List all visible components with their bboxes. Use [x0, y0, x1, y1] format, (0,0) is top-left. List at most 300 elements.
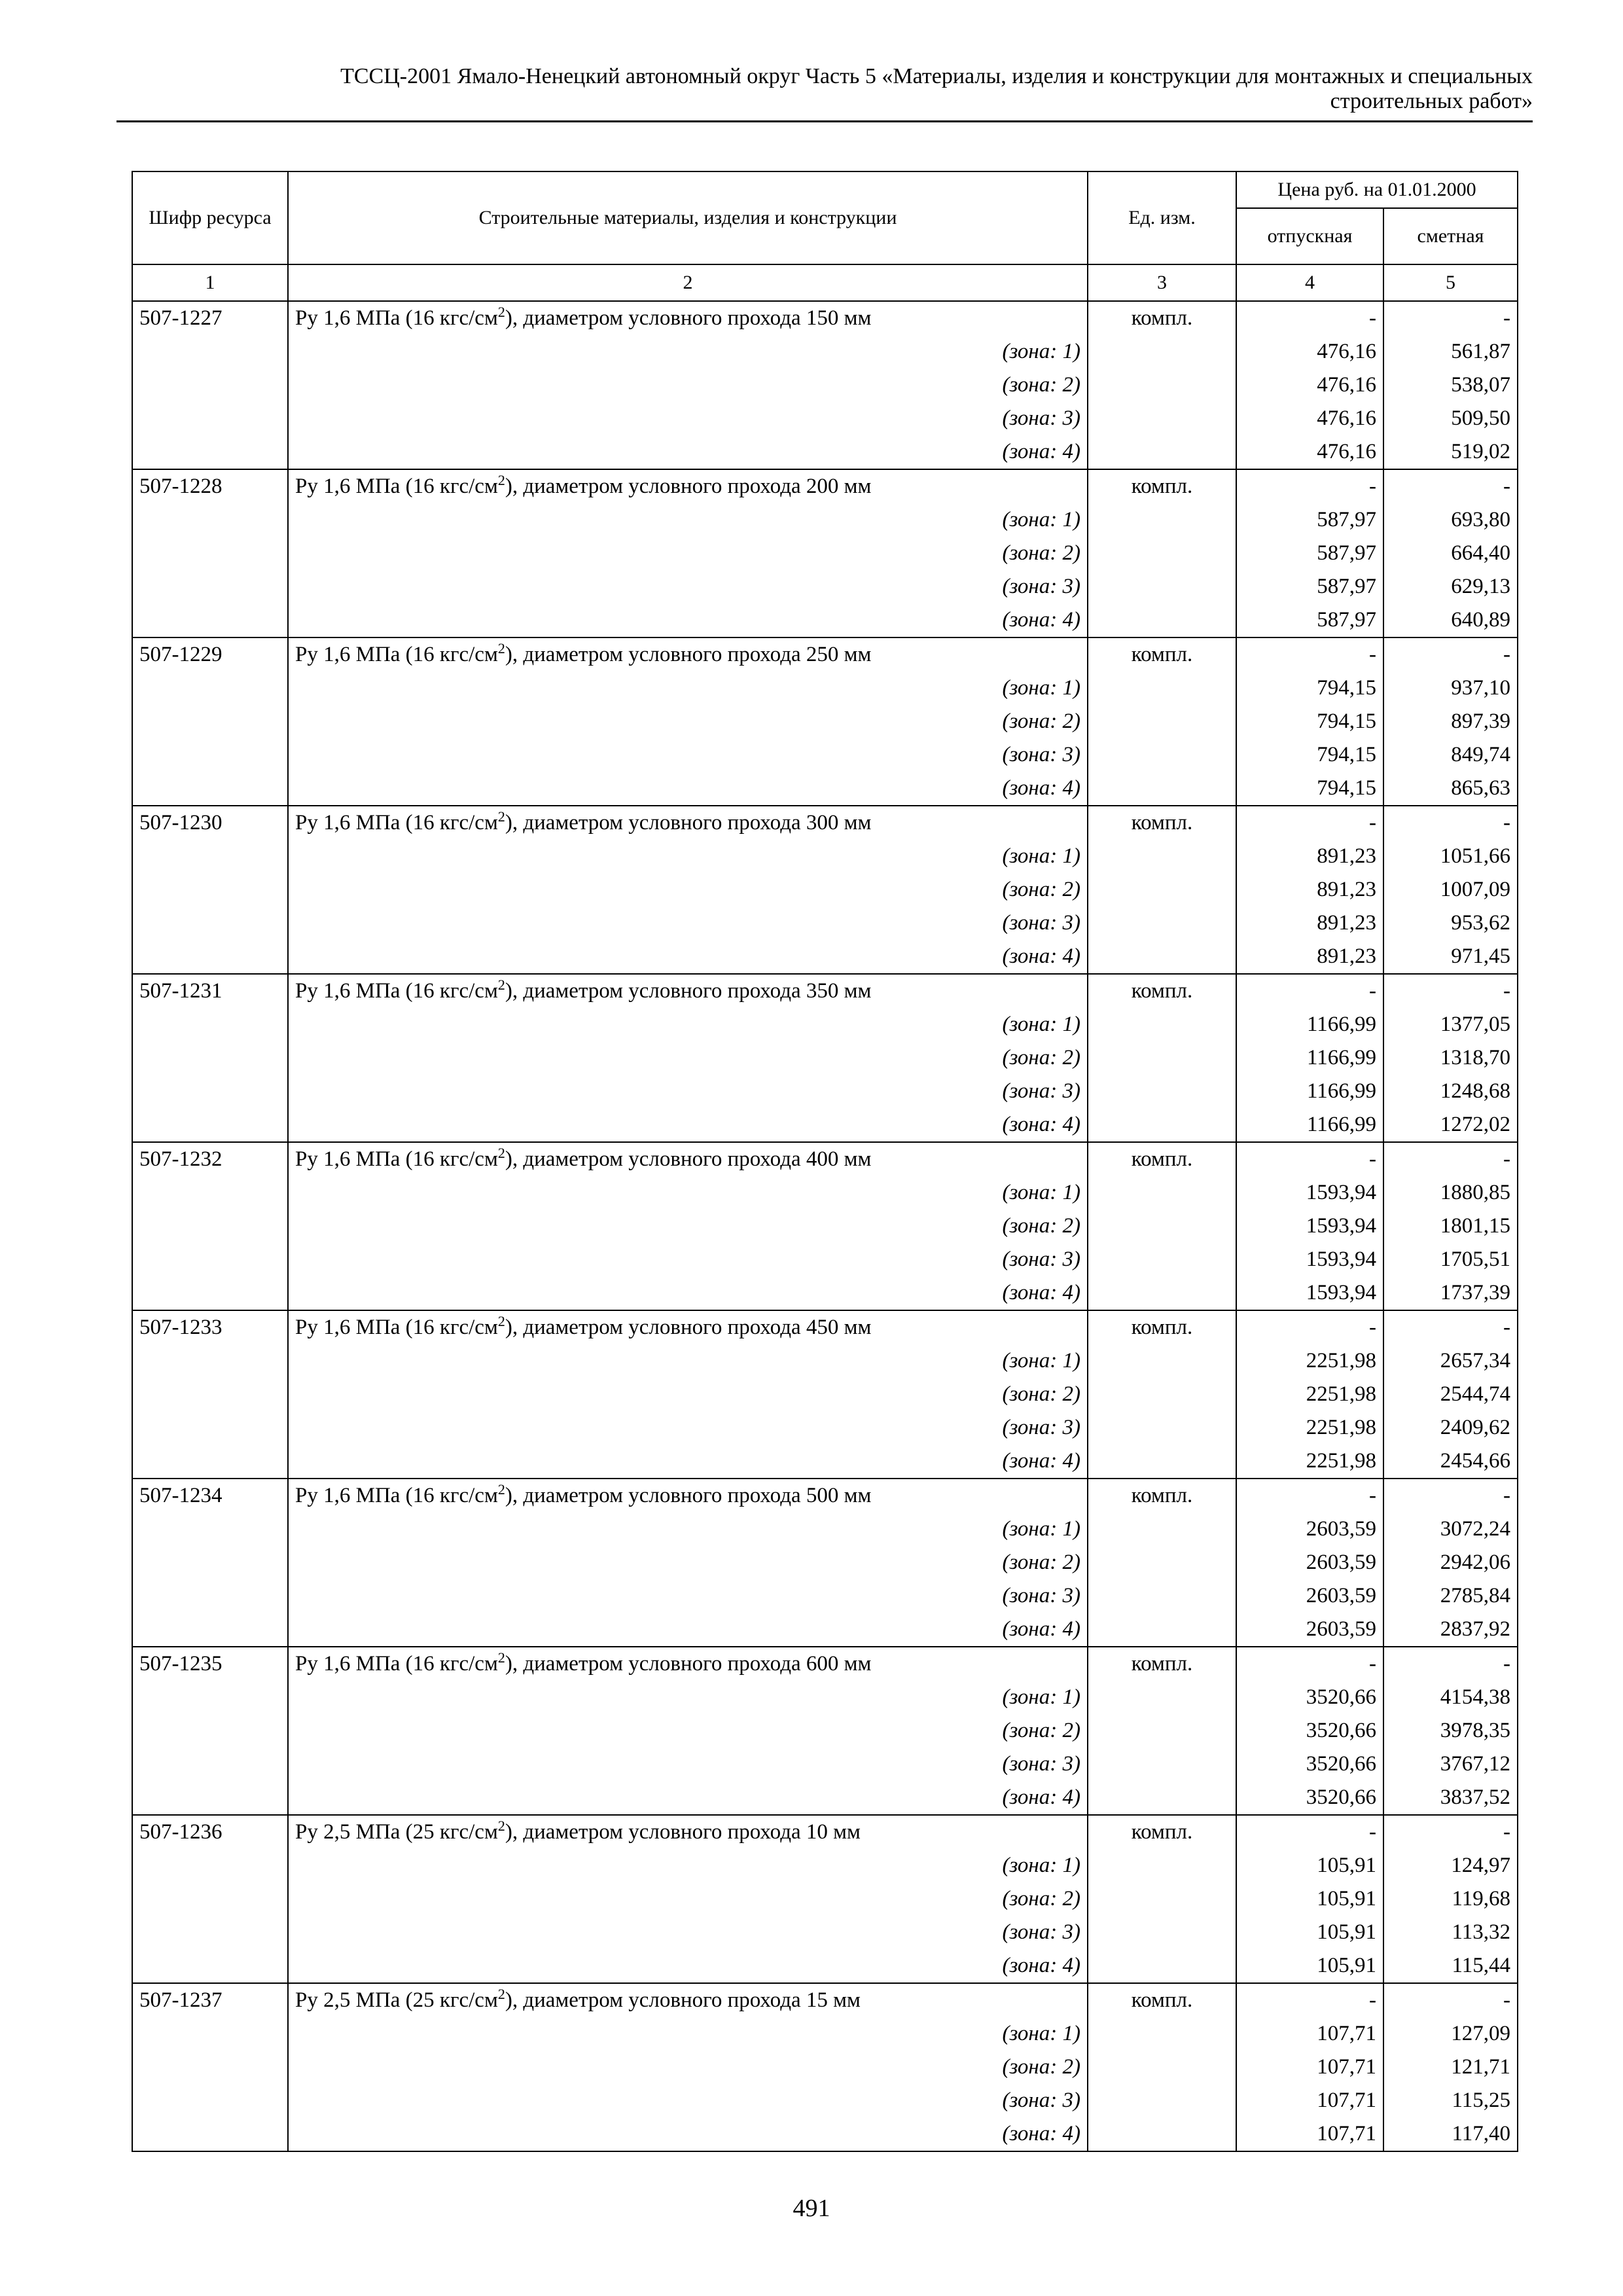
- zone-row: [132, 1546, 1518, 1579]
- release-price-cell: 3520,66: [1236, 1781, 1383, 1815]
- description-text: ), диаметром условного прохода 350 мм: [505, 979, 872, 1003]
- release-price-cell: -: [1236, 1310, 1383, 1344]
- item-description: [288, 974, 1088, 1008]
- release-price-cell: 107,71: [1236, 2117, 1383, 2151]
- zone-row: [132, 1748, 1518, 1781]
- zone-row: [132, 772, 1518, 806]
- zone-label: (зона: 1): [288, 1681, 1088, 1714]
- release-price-cell: 107,71: [1236, 2017, 1383, 2051]
- zone-row: [132, 2117, 1518, 2151]
- estimate-price-cell: 2454,66: [1383, 1444, 1518, 1479]
- zone-label: (зона: 4): [288, 603, 1088, 637]
- estimate-price-cell: 3978,35: [1383, 1714, 1518, 1748]
- release-price-cell: 1593,94: [1236, 1276, 1383, 1310]
- empty-cell: [132, 672, 288, 705]
- empty-cell: [132, 1781, 288, 1815]
- header-release-price: отпускная: [1236, 208, 1383, 264]
- estimate-price-cell: -: [1383, 469, 1518, 503]
- release-price-cell: 105,91: [1236, 1949, 1383, 1983]
- estimate-price-cell: 937,10: [1383, 672, 1518, 705]
- estimate-price-cell: -: [1383, 1647, 1518, 1681]
- description-text: Ру 1,6 МПа (16 кгс/см: [295, 475, 498, 498]
- page-number: 491: [793, 2195, 830, 2222]
- description-text: ), диаметром условного прохода 200 мм: [505, 475, 872, 498]
- description-text: Ру 1,6 МПа (16 кгс/см: [295, 643, 498, 666]
- estimate-price-cell: 849,74: [1383, 738, 1518, 772]
- estimate-price-cell: 2544,74: [1383, 1378, 1518, 1411]
- zone-row: [132, 705, 1518, 738]
- zone-label: (зона: 1): [288, 1008, 1088, 1041]
- estimate-price-cell: -: [1383, 637, 1518, 672]
- zone-row: [132, 1444, 1518, 1479]
- empty-cell: [132, 1714, 288, 1748]
- superscript: 2: [497, 304, 505, 320]
- zone-row: [132, 435, 1518, 469]
- zone-label: (зона: 4): [288, 1108, 1088, 1142]
- item-description: [288, 806, 1088, 840]
- zone-label: (зона: 4): [288, 772, 1088, 806]
- estimate-price-cell: 865,63: [1383, 772, 1518, 806]
- release-price-cell: -: [1236, 301, 1383, 335]
- zone-row: [132, 1411, 1518, 1444]
- estimate-price-cell: 897,39: [1383, 705, 1518, 738]
- price-table: [132, 171, 1518, 2152]
- empty-cell: [1088, 1613, 1236, 1647]
- zone-label: (зона: 2): [288, 1546, 1088, 1579]
- estimate-price-cell: -: [1383, 1310, 1518, 1344]
- empty-cell: [132, 1344, 288, 1378]
- superscript: 2: [497, 1481, 505, 1498]
- empty-cell: [132, 2084, 288, 2117]
- empty-cell: [1088, 570, 1236, 603]
- empty-cell: [1088, 368, 1236, 402]
- description-text: ), диаметром условного прохода 15 мм: [505, 1988, 861, 2012]
- release-price-cell: 476,16: [1236, 402, 1383, 435]
- estimate-price-cell: 1248,68: [1383, 1075, 1518, 1108]
- empty-cell: [132, 1613, 288, 1647]
- empty-cell: [1088, 503, 1236, 537]
- zone-row: [132, 1210, 1518, 1243]
- empty-cell: [1088, 335, 1236, 368]
- zone-row: [132, 1949, 1518, 1983]
- description-text: Ру 1,6 МПа (16 кгс/см: [295, 979, 498, 1003]
- column-number: 5: [1383, 264, 1518, 301]
- running-header-line-2: строительных работ»: [1330, 89, 1533, 113]
- description-text: Ру 1,6 МПа (16 кгс/см: [295, 1652, 498, 1676]
- zone-row: [132, 1882, 1518, 1916]
- empty-cell: [132, 1041, 288, 1075]
- empty-cell: [1088, 1378, 1236, 1411]
- zone-label: (зона: 1): [288, 2017, 1088, 2051]
- resource-code: 507-1228: [132, 469, 288, 503]
- empty-cell: [132, 1108, 288, 1142]
- zone-label: (зона: 3): [288, 570, 1088, 603]
- zone-label: (зона: 3): [288, 402, 1088, 435]
- release-price-cell: 794,15: [1236, 705, 1383, 738]
- empty-cell: [1088, 906, 1236, 940]
- zone-row: [132, 335, 1518, 368]
- unit-cell: компл.: [1088, 637, 1236, 672]
- release-price-cell: 1166,99: [1236, 1041, 1383, 1075]
- estimate-price-cell: 1801,15: [1383, 1210, 1518, 1243]
- zone-label: (зона: 3): [288, 738, 1088, 772]
- zone-row: [132, 570, 1518, 603]
- unit-cell: компл.: [1088, 1815, 1236, 1849]
- empty-cell: [1088, 402, 1236, 435]
- table-row: [132, 806, 1518, 840]
- zone-label: (зона: 3): [288, 2084, 1088, 2117]
- unit-cell: компл.: [1088, 1983, 1236, 2017]
- zone-row: [132, 1613, 1518, 1647]
- resource-code: 507-1234: [132, 1479, 288, 1513]
- estimate-price-cell: 538,07: [1383, 368, 1518, 402]
- empty-cell: [132, 1243, 288, 1276]
- empty-cell: [1088, 1681, 1236, 1714]
- superscript: 2: [497, 640, 505, 656]
- release-price-cell: 1593,94: [1236, 1210, 1383, 1243]
- release-price-cell: 891,23: [1236, 840, 1383, 873]
- empty-cell: [132, 503, 288, 537]
- zone-row: [132, 1176, 1518, 1210]
- table-row: [132, 469, 1518, 503]
- empty-cell: [132, 335, 288, 368]
- zone-label: (зона: 4): [288, 940, 1088, 974]
- description-text: ), диаметром условного прохода 250 мм: [505, 643, 872, 666]
- table-row: [132, 1815, 1518, 1849]
- column-number: 4: [1236, 264, 1383, 301]
- unit-cell: компл.: [1088, 806, 1236, 840]
- zone-row: [132, 1008, 1518, 1041]
- release-price-cell: 105,91: [1236, 1916, 1383, 1949]
- zone-row: [132, 2051, 1518, 2084]
- release-price-cell: 794,15: [1236, 772, 1383, 806]
- release-price-cell: 587,97: [1236, 537, 1383, 570]
- zone-label: (зона: 1): [288, 672, 1088, 705]
- empty-cell: [132, 368, 288, 402]
- description-text: Ру 1,6 МПа (16 кгс/см: [295, 1484, 498, 1507]
- zone-row: [132, 1849, 1518, 1882]
- resource-code: 507-1236: [132, 1815, 288, 1849]
- header-estimate-price: сметная: [1383, 208, 1518, 264]
- empty-cell: [1088, 1176, 1236, 1210]
- empty-cell: [1088, 1916, 1236, 1949]
- zone-label: (зона: 3): [288, 906, 1088, 940]
- unit-cell: компл.: [1088, 1142, 1236, 1176]
- release-price-cell: 794,15: [1236, 738, 1383, 772]
- zone-row: [132, 603, 1518, 637]
- zone-row: [132, 940, 1518, 974]
- running-header: [116, 64, 1533, 114]
- release-price-cell: 476,16: [1236, 335, 1383, 368]
- empty-cell: [132, 1378, 288, 1411]
- zone-label: (зона: 4): [288, 1276, 1088, 1310]
- empty-cell: [1088, 537, 1236, 570]
- empty-cell: [132, 1176, 288, 1210]
- description-text: ), диаметром условного прохода 150 мм: [505, 306, 872, 330]
- release-price-cell: 3520,66: [1236, 1714, 1383, 1748]
- zone-row: [132, 368, 1518, 402]
- resource-code: 507-1235: [132, 1647, 288, 1681]
- estimate-price-cell: 2785,84: [1383, 1579, 1518, 1613]
- running-header-line-1: ТССЦ-2001 Ямало-Ненецкий автономный округ Часть 5 «Материалы, изделия и конструкции для монтажных и специальных: [340, 64, 1533, 88]
- table-body: [132, 301, 1518, 2151]
- empty-cell: [132, 772, 288, 806]
- release-price-cell: -: [1236, 637, 1383, 672]
- superscript: 2: [497, 472, 505, 488]
- zone-row: [132, 1041, 1518, 1075]
- estimate-price-cell: -: [1383, 301, 1518, 335]
- empty-cell: [1088, 1108, 1236, 1142]
- release-price-cell: 107,71: [1236, 2051, 1383, 2084]
- table-row: [132, 1479, 1518, 1513]
- zone-row: [132, 1276, 1518, 1310]
- release-price-cell: 2251,98: [1236, 1344, 1383, 1378]
- description-text: ), диаметром условного прохода 10 мм: [505, 1820, 861, 1844]
- estimate-price-cell: 115,44: [1383, 1949, 1518, 1983]
- superscript: 2: [497, 808, 505, 825]
- description-text: ), диаметром условного прохода 450 мм: [505, 1316, 872, 1339]
- empty-cell: [132, 603, 288, 637]
- estimate-price-cell: 124,97: [1383, 1849, 1518, 1882]
- estimate-price-cell: 519,02: [1383, 435, 1518, 469]
- zone-row: [132, 1108, 1518, 1142]
- release-price-cell: 105,91: [1236, 1882, 1383, 1916]
- zone-label: (зона: 2): [288, 873, 1088, 906]
- description-text: Ру 1,6 МПа (16 кгс/см: [295, 306, 498, 330]
- empty-cell: [1088, 1949, 1236, 1983]
- empty-cell: [132, 705, 288, 738]
- description-text: Ру 1,6 МПа (16 кгс/см: [295, 1316, 498, 1339]
- zone-label: (зона: 4): [288, 1613, 1088, 1647]
- estimate-price-cell: 1051,66: [1383, 840, 1518, 873]
- empty-cell: [132, 1546, 288, 1579]
- empty-cell: [1088, 1444, 1236, 1479]
- zone-row: [132, 738, 1518, 772]
- estimate-price-cell: 1880,85: [1383, 1176, 1518, 1210]
- item-description: [288, 301, 1088, 335]
- zone-label: (зона: 2): [288, 1378, 1088, 1411]
- zone-label: (зона: 4): [288, 1781, 1088, 1815]
- zone-row: [132, 840, 1518, 873]
- empty-cell: [1088, 1210, 1236, 1243]
- empty-cell: [1088, 1041, 1236, 1075]
- estimate-price-cell: 3837,52: [1383, 1781, 1518, 1815]
- estimate-price-cell: 3072,24: [1383, 1513, 1518, 1546]
- zone-row: [132, 1714, 1518, 1748]
- empty-cell: [132, 1513, 288, 1546]
- empty-cell: [132, 570, 288, 603]
- zone-row: [132, 402, 1518, 435]
- release-price-cell: -: [1236, 1815, 1383, 1849]
- superscript: 2: [497, 1986, 505, 2002]
- estimate-price-cell: 2657,34: [1383, 1344, 1518, 1378]
- item-description: [288, 1142, 1088, 1176]
- zone-label: (зона: 3): [288, 1075, 1088, 1108]
- empty-cell: [1088, 1781, 1236, 1815]
- zone-row: [132, 537, 1518, 570]
- zone-label: (зона: 1): [288, 1849, 1088, 1882]
- superscript: 2: [497, 1313, 505, 1329]
- estimate-price-cell: 113,32: [1383, 1916, 1518, 1949]
- estimate-price-cell: -: [1383, 1142, 1518, 1176]
- empty-cell: [1088, 873, 1236, 906]
- header-price-group: Цена руб. на 01.01.2000: [1236, 171, 1518, 208]
- zone-label: (зона: 4): [288, 2117, 1088, 2151]
- zone-label: (зона: 3): [288, 1916, 1088, 1949]
- empty-cell: [1088, 1513, 1236, 1546]
- description-text: Ру 1,6 МПа (16 кгс/см: [295, 1147, 498, 1171]
- release-price-cell: 2603,59: [1236, 1513, 1383, 1546]
- empty-cell: [1088, 435, 1236, 469]
- empty-cell: [132, 537, 288, 570]
- zone-label: (зона: 3): [288, 1243, 1088, 1276]
- release-price-cell: 794,15: [1236, 672, 1383, 705]
- unit-cell: компл.: [1088, 974, 1236, 1008]
- empty-cell: [132, 1681, 288, 1714]
- release-price-cell: -: [1236, 1983, 1383, 2017]
- item-description: [288, 1815, 1088, 1849]
- item-description: [288, 1479, 1088, 1513]
- estimate-price-cell: 509,50: [1383, 402, 1518, 435]
- estimate-price-cell: 1007,09: [1383, 873, 1518, 906]
- item-description: [288, 637, 1088, 672]
- zone-label: (зона: 2): [288, 537, 1088, 570]
- estimate-price-cell: 2409,62: [1383, 1411, 1518, 1444]
- resource-code: 507-1237: [132, 1983, 288, 2017]
- zone-label: (зона: 2): [288, 368, 1088, 402]
- description-text: ), диаметром условного прохода 500 мм: [505, 1484, 872, 1507]
- zone-row: [132, 672, 1518, 705]
- zone-label: (зона: 2): [288, 1041, 1088, 1075]
- description-text: ), диаметром условного прохода 400 мм: [505, 1147, 872, 1171]
- empty-cell: [132, 906, 288, 940]
- resource-code: 507-1232: [132, 1142, 288, 1176]
- empty-cell: [1088, 772, 1236, 806]
- superscript: 2: [497, 1145, 505, 1161]
- empty-cell: [132, 2017, 288, 2051]
- release-price-cell: 2251,98: [1236, 1411, 1383, 1444]
- resource-code: 507-1229: [132, 637, 288, 672]
- empty-cell: [132, 435, 288, 469]
- estimate-price-cell: 640,89: [1383, 603, 1518, 637]
- zone-label: (зона: 2): [288, 1714, 1088, 1748]
- empty-cell: [1088, 1714, 1236, 1748]
- unit-cell: компл.: [1088, 1310, 1236, 1344]
- estimate-price-cell: 561,87: [1383, 335, 1518, 368]
- release-price-cell: 1593,94: [1236, 1176, 1383, 1210]
- zone-label: (зона: 1): [288, 1344, 1088, 1378]
- zone-row: [132, 1781, 1518, 1815]
- empty-cell: [1088, 2084, 1236, 2117]
- zone-row: [132, 503, 1518, 537]
- empty-cell: [1088, 603, 1236, 637]
- empty-cell: [132, 1882, 288, 1916]
- release-price-cell: -: [1236, 806, 1383, 840]
- empty-cell: [1088, 2051, 1236, 2084]
- empty-cell: [1088, 1849, 1236, 1882]
- empty-cell: [1088, 705, 1236, 738]
- empty-cell: [1088, 2017, 1236, 2051]
- zone-label: (зона: 4): [288, 435, 1088, 469]
- table-row: [132, 974, 1518, 1008]
- empty-cell: [132, 2051, 288, 2084]
- estimate-price-cell: 1377,05: [1383, 1008, 1518, 1041]
- estimate-price-cell: 664,40: [1383, 537, 1518, 570]
- estimate-price-cell: -: [1383, 806, 1518, 840]
- empty-cell: [132, 1579, 288, 1613]
- release-price-cell: 3520,66: [1236, 1748, 1383, 1781]
- release-price-cell: 891,23: [1236, 940, 1383, 974]
- zone-row: [132, 1243, 1518, 1276]
- estimate-price-cell: 3767,12: [1383, 1748, 1518, 1781]
- estimate-price-cell: -: [1383, 1815, 1518, 1849]
- description-text: ), диаметром условного прохода 300 мм: [505, 811, 872, 834]
- release-price-cell: 1166,99: [1236, 1008, 1383, 1041]
- zone-label: (зона: 4): [288, 1949, 1088, 1983]
- estimate-price-cell: 693,80: [1383, 503, 1518, 537]
- zone-row: [132, 873, 1518, 906]
- resource-code: 507-1230: [132, 806, 288, 840]
- empty-cell: [132, 1075, 288, 1108]
- item-description: [288, 1647, 1088, 1681]
- empty-cell: [132, 1008, 288, 1041]
- zone-label: (зона: 1): [288, 335, 1088, 368]
- empty-cell: [132, 1748, 288, 1781]
- empty-cell: [1088, 738, 1236, 772]
- resource-code: 507-1231: [132, 974, 288, 1008]
- release-price-cell: 2603,59: [1236, 1579, 1383, 1613]
- header-unit: Ед. изм.: [1088, 171, 1236, 264]
- column-number: 3: [1088, 264, 1236, 301]
- zone-label: (зона: 3): [288, 1748, 1088, 1781]
- unit-cell: компл.: [1088, 1647, 1236, 1681]
- table-header: [132, 171, 1518, 301]
- empty-cell: [132, 1444, 288, 1479]
- empty-cell: [1088, 1579, 1236, 1613]
- release-price-cell: 1166,99: [1236, 1075, 1383, 1108]
- release-price-cell: 587,97: [1236, 570, 1383, 603]
- empty-cell: [1088, 940, 1236, 974]
- zone-label: (зона: 1): [288, 503, 1088, 537]
- item-description: [288, 1310, 1088, 1344]
- zone-row: [132, 1579, 1518, 1613]
- table-row: [132, 1310, 1518, 1344]
- zone-label: (зона: 3): [288, 1579, 1088, 1613]
- header-code: Шифр ресурса: [132, 171, 288, 264]
- estimate-price-cell: 971,45: [1383, 940, 1518, 974]
- release-price-cell: 587,97: [1236, 603, 1383, 637]
- table-row: [132, 1142, 1518, 1176]
- zone-row: [132, 1378, 1518, 1411]
- empty-cell: [1088, 1075, 1236, 1108]
- estimate-price-cell: 121,71: [1383, 2051, 1518, 2084]
- estimate-price-cell: 2837,92: [1383, 1613, 1518, 1647]
- empty-cell: [1088, 1276, 1236, 1310]
- empty-cell: [132, 402, 288, 435]
- superscript: 2: [497, 977, 505, 993]
- resource-code: 507-1233: [132, 1310, 288, 1344]
- release-price-cell: -: [1236, 1142, 1383, 1176]
- estimate-price-cell: 119,68: [1383, 1882, 1518, 1916]
- empty-cell: [1088, 2117, 1236, 2151]
- superscript: 2: [497, 1649, 505, 1666]
- release-price-cell: 1593,94: [1236, 1243, 1383, 1276]
- zone-label: (зона: 1): [288, 1176, 1088, 1210]
- estimate-price-cell: 127,09: [1383, 2017, 1518, 2051]
- release-price-cell: 2603,59: [1236, 1546, 1383, 1579]
- release-price-cell: -: [1236, 1647, 1383, 1681]
- release-price-cell: 1166,99: [1236, 1108, 1383, 1142]
